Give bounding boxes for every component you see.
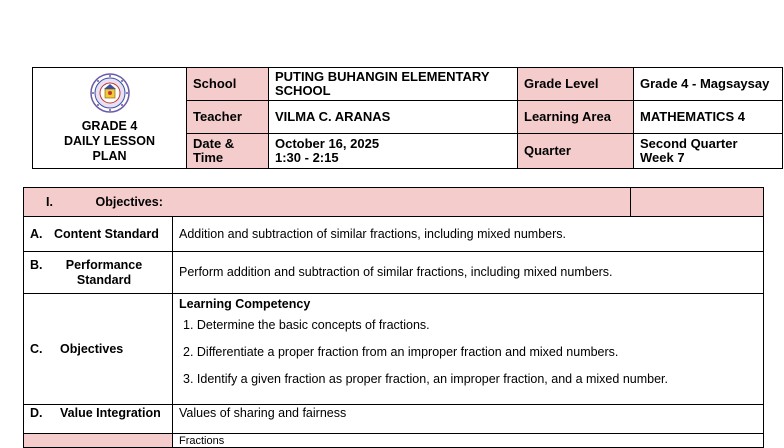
quarter-label: Quarter xyxy=(518,134,634,169)
quarter-name: Second Quarter xyxy=(640,136,738,151)
grade-level-label: Grade Level xyxy=(518,68,634,101)
quarter-value xyxy=(634,134,783,169)
header-table xyxy=(32,67,783,169)
content-standard-text: Addition and subtraction of similar fractions, including mixed numbers. xyxy=(173,217,764,252)
teacher-label: Teacher xyxy=(187,101,269,134)
week-value: Week 7 xyxy=(640,150,685,165)
dlp-title-line3: PLAN xyxy=(92,148,127,163)
performance-standard-label xyxy=(24,252,173,294)
date-value: October 16, 2025 xyxy=(275,136,380,151)
next-row-text: Fractions xyxy=(179,435,225,447)
competency-item-2: 2. Differentiate a proper fraction from an improper fraction and mixed numbers. xyxy=(183,345,619,359)
learning-area-label: Learning Area xyxy=(518,101,634,134)
value-integration-label xyxy=(24,405,173,434)
row-label: Performance Standard xyxy=(65,257,143,287)
row-letter: D. xyxy=(30,406,43,420)
objectives-section-header xyxy=(24,188,631,217)
competency-item-1: 1. Determine the basic concepts of fractions. xyxy=(183,318,430,332)
objectives-table xyxy=(23,187,764,448)
date-time-label: Date & Time xyxy=(187,134,269,169)
school-value: PUTING BUHANGIN ELEMENTARY SCHOOL xyxy=(269,68,518,101)
section-number: I. xyxy=(46,194,53,209)
row-letter: C. xyxy=(30,341,43,356)
deped-seal-icon xyxy=(90,73,130,113)
objectives-label xyxy=(24,294,173,405)
row-letter: A. xyxy=(30,226,43,241)
learning-competency-title: Learning Competency xyxy=(179,297,311,311)
school-logo-cell xyxy=(33,68,187,169)
value-integration-text: Values of sharing and fairness xyxy=(173,405,764,434)
row-label: Value Integration xyxy=(60,406,161,420)
objectives-content xyxy=(173,294,764,405)
section-header-blank xyxy=(631,188,764,217)
competency-item-3: 3. Identify a given fraction as proper fraction, an improper fraction, and a mixed number. xyxy=(183,372,668,386)
learning-area-value: MATHEMATICS 4 xyxy=(634,101,783,134)
date-time-value xyxy=(269,134,518,169)
performance-standard-text: Perform addition and subtraction of similar fractions, including mixed numbers. xyxy=(173,252,764,294)
dlp-title-line1: GRADE 4 xyxy=(81,118,138,133)
teacher-value: VILMA C. ARANAS xyxy=(269,101,518,134)
school-label: School xyxy=(187,68,269,101)
time-value: 1:30 - 2:15 xyxy=(275,150,339,165)
section-title: Objectives: xyxy=(95,194,163,209)
row-letter: B. xyxy=(30,257,43,272)
row-label: Content Standard xyxy=(54,226,159,241)
row-label: Objectives xyxy=(60,341,124,356)
dlp-title-line2: DAILY LESSON xyxy=(64,133,155,148)
content-standard-label xyxy=(24,217,173,252)
grade-level-value: Grade 4 - Magsaysay xyxy=(634,68,783,101)
